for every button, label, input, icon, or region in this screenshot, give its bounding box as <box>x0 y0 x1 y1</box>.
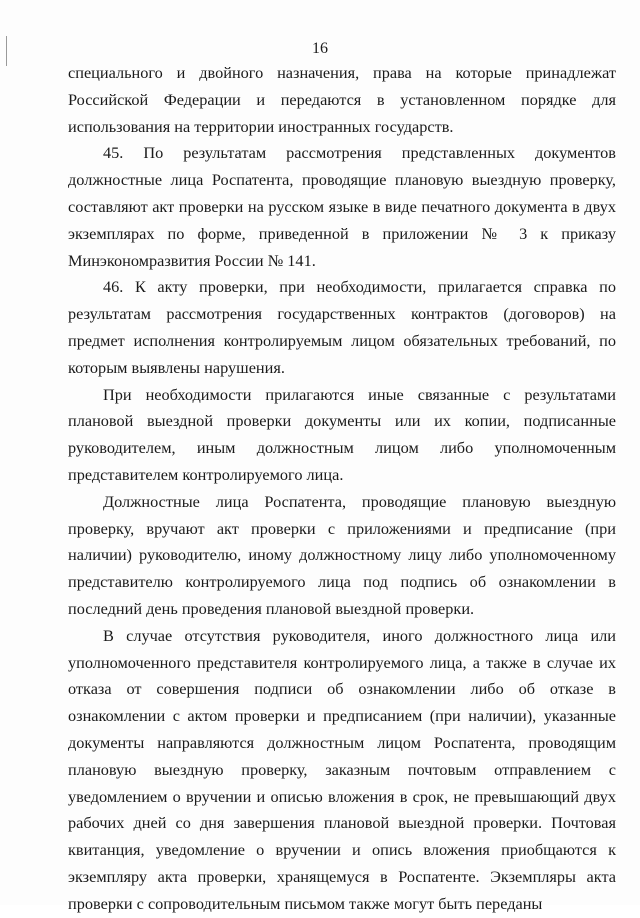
page-number: 16 <box>312 40 328 57</box>
paragraph-delivery: Должностные лица Роспатента, проводящие плановую выездную проверку, вручают акт проверки с приложениями и предписание (при наличии) руководителю, иному должностному лицу либо уполномоченному представителю контролируемого лица под подпись об ознакомлении в последний день проведения плановой выездной проверки. <box>68 491 616 618</box>
paragraph-continuation: специального и двойного назначения, права на которые принадлежат Российской Федерации и передаются в установленном порядке для использования на территории иностранных государств. <box>68 63 616 136</box>
paragraph-46: 46. К акту проверки, при необходимости, прилагается справка по результатам рассмотрения государственных контрактов (договоров) на предмет исполнения контролируемым лицом обязательных требований, по которым выявлены нарушения. <box>68 277 616 377</box>
paragraph-attachments: При необходимости прилагаются иные связанные с результатами плановой выездной проверки документы или их копии, подписанные руководителем, иным должностным лицом либо уполномоченным представителем контролируемого лица. <box>68 384 616 484</box>
paragraph-absence: В случае отсутствия руководителя, иного должностного лица или уполномоченного представителя контролируемого лица, а также в случае их отказа от совершения подписи об ознакомлении либо об отказе в ознакомлении с актом проверки и предписанием (при наличии), указанные документы направляются должностным лицом Роспатента, проводящим плановую выездную проверку, заказным почтовым отправлением с уведомлением о вручении и описью вложения в срок, не превышающий двух рабочих дней со дня завершения плановой выездной проверки. Почтовая квитанция, уведомление о вручении и опись вложения приобщаются к экземпляру акта проверки, хранящемуся в Роспатенте. Экземпляры акта проверки с сопроводительным письмом также могут быть переданы <box>68 625 616 913</box>
document-body <box>68 60 616 918</box>
paragraph-45: 45. По результатам рассмотрения представленных документов должностные лица Роспатента, проводящие плановую выездную проверку, составляют акт проверки на русском языке в виде печатного документа в двух экземплярах по форме, приведенной в приложении № 3 к приказу Минэкономразвития России № 141. <box>68 143 616 270</box>
